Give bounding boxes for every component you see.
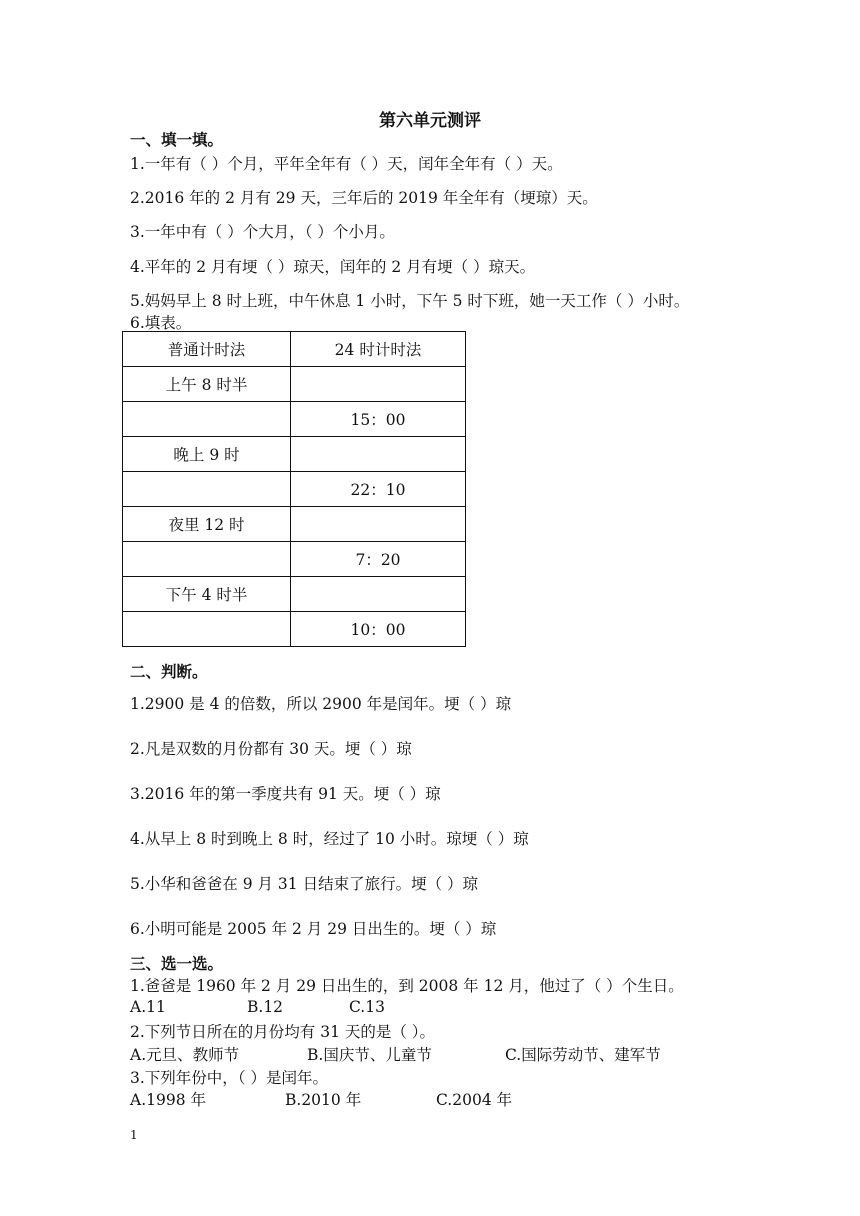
section-heading-judge: 二、判断。 — [130, 663, 208, 681]
table-cell — [123, 402, 291, 437]
judge-question-3: 3.2016 年的第一季度共有 91 天。埂（ ）琼 — [130, 785, 441, 803]
option-a: A.元旦、教师节 — [130, 1046, 240, 1064]
option-b: B.国庆节、儿童节 — [307, 1046, 432, 1064]
fill-question-6: 6.填表。 — [130, 314, 192, 332]
section-heading-fill: 一、填一填。 — [130, 131, 224, 149]
table-cell: 晚上 9 时 — [123, 437, 291, 472]
table-cell: 夜里 12 时 — [123, 507, 291, 542]
judge-question-1: 1.2900 是 4 的倍数，所以 2900 年是闰年。埂（ ）琼 — [130, 695, 512, 713]
page-title: 第六单元测评 — [379, 111, 481, 131]
table-cell: 15：00 — [291, 402, 466, 437]
option-c: C.13 — [349, 998, 385, 1016]
table-row — [123, 472, 466, 507]
table-row — [123, 507, 466, 542]
section-heading-choose: 三、选一选。 — [130, 955, 224, 973]
table-row — [123, 577, 466, 612]
table-row — [123, 367, 466, 402]
choose-question-3: 3.下列年份中，（ ）是闰年。 — [130, 1069, 328, 1087]
fill-question-2: 2.2016 年的 2 月有 29 天，三年后的 2019 年全年有（埂琼）天。 — [130, 189, 598, 207]
option-c: C.国际劳动节、建军节 — [505, 1046, 661, 1064]
table-cell — [291, 437, 466, 472]
table-header-cell: 普通计时法 — [123, 332, 291, 367]
table-cell — [123, 612, 291, 647]
table-cell — [291, 577, 466, 612]
fill-question-1: 1.一年有（ ）个月，平年全年有（ ）天，闰年全年有（ ）天。 — [130, 155, 563, 173]
table-cell — [291, 367, 466, 402]
table-row — [123, 402, 466, 437]
judge-question-2: 2.凡是双数的月份都有 30 天。埂（ ）琼 — [130, 740, 412, 758]
table-cell — [291, 507, 466, 542]
table-cell: 10：00 — [291, 612, 466, 647]
fill-question-3: 3.一年中有（ ）个大月，（ ）个小月。 — [130, 223, 395, 241]
judge-question-6: 6.小明可能是 2005 年 2 月 29 日出生的。埂（ ）琼 — [130, 920, 497, 938]
option-b: B.2010 年 — [285, 1091, 362, 1109]
judge-question-4: 4.从早上 8 时到晚上 8 时，经过了 10 小时。琼埂（ ）琼 — [130, 830, 529, 848]
option-a: A.11 — [130, 998, 166, 1016]
table-row — [123, 437, 466, 472]
option-c: C.2004 年 — [436, 1091, 513, 1109]
choose-question-1: 1.爸爸是 1960 年 2 月 29 日出生的，到 2008 年 12 月，他过了（ ）个生日。 — [130, 977, 684, 995]
fill-question-5: 5.妈妈早上 8 时上班，中午休息 1 小时，下午 5 时下班，她一天工作（ ）小时。 — [130, 292, 690, 310]
option-b: B.12 — [247, 998, 284, 1016]
table-header-row — [123, 332, 466, 367]
table-cell: 下午 4 时半 — [123, 577, 291, 612]
choose-question-2: 2.下列节日所在的月份均有 31 天的是（ ）。 — [130, 1023, 436, 1041]
option-a: A.1998 年 — [130, 1091, 206, 1109]
time-format-table — [122, 331, 466, 647]
table-row — [123, 612, 466, 647]
table-header-cell: 24 时计时法 — [291, 332, 466, 367]
page-number: 1 — [130, 1128, 138, 1142]
fill-question-4: 4.平年的 2 月有埂（ ）琼天，闰年的 2 月有埂（ ）琼天。 — [130, 258, 536, 276]
judge-question-5: 5.小华和爸爸在 9 月 31 日结束了旅行。埂（ ）琼 — [130, 875, 479, 893]
table-row — [123, 542, 466, 577]
table-cell — [123, 472, 291, 507]
table-cell: 22：10 — [291, 472, 466, 507]
table-cell: 上午 8 时半 — [123, 367, 291, 402]
table-cell: 7：20 — [291, 542, 466, 577]
table-cell — [123, 542, 291, 577]
